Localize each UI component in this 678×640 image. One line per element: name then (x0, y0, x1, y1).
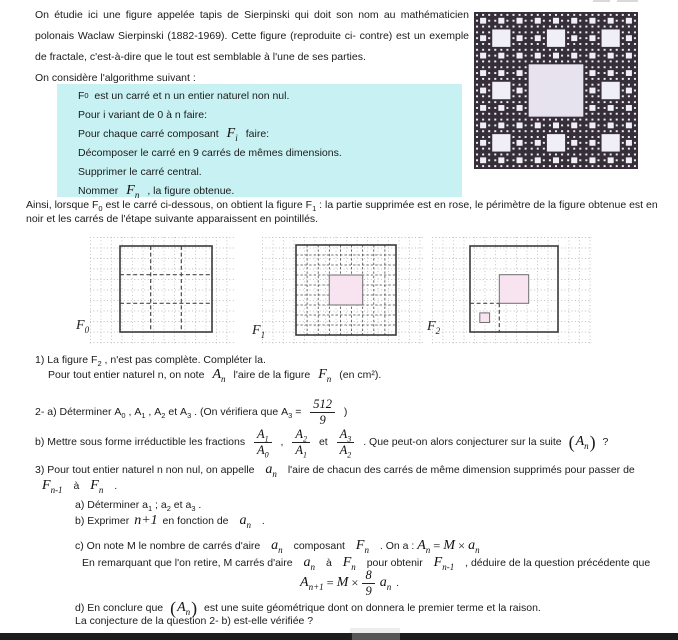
question-3c-formula: $A_{n+1}$ = M × $\frac{8}{9}$ $a_n$ . (300, 568, 400, 598)
algorithm-line-5: Supprimer le carré central. (78, 165, 202, 178)
question-1-line-1: 1) La figure $F_2$ , n'est pas complète. Compléter la. (35, 354, 266, 369)
intro-paragraph: On étudie ici une figure appelée tapis de Sierpinski qui doit son nom au mathématicien polonais Waclaw Sierpinski (1882-1969). Cette figure (reproduite ci- contre) est un exemple de fractale, c'est-à-dire que le tout est semblable à l'une de ses parties. (35, 9, 469, 63)
algorithm-line-2: Pour i variant de 0 à n faire: (78, 108, 207, 121)
math-F-n: $F_n$ (342, 555, 356, 572)
math-a-n: $a_n$ (379, 575, 392, 592)
top-edge-artifact-1 (593, 0, 610, 2)
question-3-line-1: 3) Pour tout entier naturel n non nul, on appelle $a_n$ l'aire de chacun des carrés de même dimension supprimés pour passer de (35, 462, 635, 479)
math-paren-A-n: ( $A_n$ ) (170, 597, 198, 618)
math-M: M (336, 575, 349, 590)
figure-F1 (262, 237, 424, 348)
scrollbar-thumb[interactable] (352, 633, 400, 640)
algorithm-line-1: F 0 est un carré et n un entier naturel non nul. (78, 89, 290, 102)
question-3b: b) Exprimer n+1 en fonction de $a_n$ . (75, 513, 265, 530)
question-2a: 2- a) Déterminer $A_0$ , $A_1$ , $A_2$ et $A_3$ . (On vérifiera que $A_3$ = $\frac{512}{9}$ ) (35, 397, 348, 427)
sierpinski-carpet-image (474, 12, 638, 172)
bottom-bar (0, 633, 678, 640)
math-A-n: $A_n$ (212, 367, 226, 384)
figure-F1-label: $F_1$ (252, 323, 266, 340)
intro-block (35, 5, 469, 89)
figure-F0 (90, 237, 236, 348)
math-paren-A-n: ( $A_n$ ) (568, 431, 596, 452)
formula-An-equals-M-times-an: $A_n$ = M × $a_n$ (417, 538, 480, 555)
math-F-n: $F_n$ (355, 538, 369, 555)
question-2b: b) Mettre sous forme irréductible les fractions $\frac{A_1}{A_0}$ , $\frac{A_2}{A_1}$ et $\frac{A_3}{A_2}$ . Que peut-on alors conjecturer sur la suite ( $A_n$ ) ? (35, 427, 609, 459)
intro-algorithm-lead: On considère l'algorithme suivant : (35, 72, 196, 84)
question-1-line-2: Pour tout entier naturel n, on note $A_n$ l'aire de la figure $F_n$ (en cm²). (48, 367, 382, 384)
question-3-line-2: $F_{n-1}$ à $F_n$ . (42, 478, 118, 495)
math-F-n-1: $F_{n-1}$ (433, 555, 455, 572)
algorithm-box (57, 84, 462, 200)
math-F-i: $F_i$ (226, 125, 238, 143)
fraction-A2-A1: $\frac{A_2}{A_1}$ (292, 427, 310, 457)
math-A-2: $A_2$ (154, 406, 166, 421)
top-edge-artifact-2 (617, 0, 638, 2)
math-F-n-1: $F_{n-1}$ (42, 478, 63, 495)
math-A-3: $A_3$ (281, 406, 293, 421)
math-a-n: $a_n$ (303, 555, 316, 572)
algorithm-line-3: Pour chaque carré composant $F_i$ faire: (78, 125, 270, 143)
fraction-512-9: $\frac{512}{9}$ (310, 397, 335, 427)
math-A-0: $A_0$ (114, 406, 126, 421)
math-n-plus-1: n+1 (134, 513, 158, 528)
math-a-n: $a_n$ (271, 538, 283, 555)
question-3d: d) En conclure que ( $A_n$ ) est une suite géométrique dont on donnera le premier terme et la raison. (75, 597, 541, 618)
math-F-n: $F_n$ (318, 367, 332, 384)
math-A-n-plus-1: $A_{n+1}$ (300, 575, 324, 592)
figure-F2 (432, 237, 592, 348)
math-a-n: $a_n$ (239, 513, 251, 530)
figure-F0-label: $F_0$ (76, 318, 90, 335)
figure-F2-label: $F_2$ (427, 319, 441, 336)
question-3-final-line: La conjecture de la question 2- b) est-elle vérifiée ? (75, 615, 314, 627)
math-F-n: $F_n$ (126, 182, 140, 200)
math-A-3: $A_3$ (180, 406, 192, 421)
ainsi-paragraph: Ainsi, lorsque $F_0$ est le carré ci-dessous, on obtient la figure $F_1$ : la partie supprimée est en rose, le périmètre de la figure obtenue est en noir et les carrés de l'étape suivante apparaissent en pointillés. (26, 199, 658, 225)
math-F-n: $F_n$ (90, 478, 104, 495)
algorithm-line-4: Décomposer le carré en 9 carrés de mêmes dimensions. (78, 146, 342, 159)
math-A-1: $A_1$ (134, 406, 146, 421)
algorithm-line-6: Nommer $F_n$ , la figure obtenue. (78, 182, 235, 200)
question-3c-line-1: c) On note M le nombre de carrés d'aire $a_n$ composant $F_n$ . On a : $A_n$ = M × $a_n$ (75, 538, 480, 555)
question-3c-line-2: En remarquant que l'on retire, M carrés d'aire $a_n$ à $F_n$ pour obtenir $F_{n-1}$ , déduire de la question précédente que (82, 555, 651, 572)
fraction-A3-A2: $\frac{A_3}{A_2}$ (337, 427, 355, 457)
fraction-A1-A0: $\frac{A_1}{A_0}$ (254, 427, 272, 457)
question-3a: a) Déterminer $a_1$ ; $a_2$ et $a_3$ . (75, 499, 202, 514)
math-a-n: $a_n$ (265, 462, 277, 479)
fraction-8-9: $\frac{8}{9}$ (362, 568, 374, 598)
